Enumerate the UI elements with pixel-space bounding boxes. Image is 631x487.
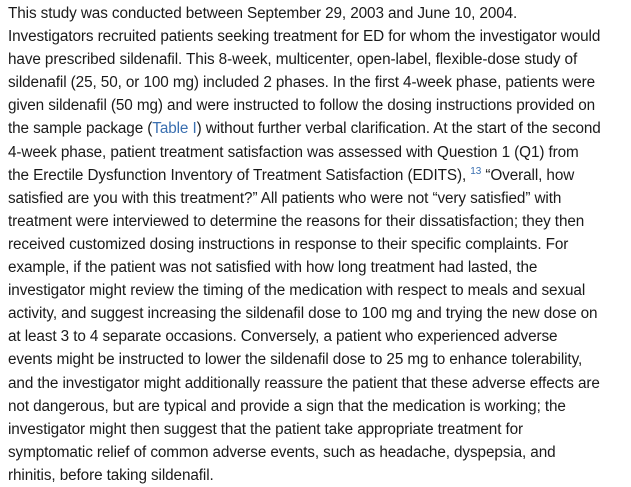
text-segment: the sample package ( bbox=[8, 120, 153, 138]
text-line: treatment were interviewed to determine the reasons for their dissatisfaction; they then bbox=[8, 212, 585, 230]
text-line: have prescribed sildenafil. This 8-week, multicenter, open-label, flexible-dose study of bbox=[8, 51, 578, 69]
text-line bbox=[8, 117, 628, 140]
text-line: symptomatic relief of common adverse events, such as headache, dyspepsia, and bbox=[8, 443, 556, 461]
text-line: given sildenafil (50 mg) and were instructed to follow the dosing instructions provided on bbox=[8, 97, 596, 115]
text-line: satisfied are you with this treatment?” All patients who were not “very satisfied” with bbox=[8, 189, 562, 207]
text-line: sildenafil (25, 50, or 100 mg) included 2 phases. In the first 4-week phase, patients were bbox=[8, 74, 596, 92]
text-segment: the Erectile Dysfunction Inventory of Treatment Satisfaction (EDITS), bbox=[8, 166, 471, 184]
text-segment: “Overall, how bbox=[481, 166, 575, 184]
text-line: and the investigator might additionally reassure the patient that these adverse effects are bbox=[8, 374, 600, 392]
reference-13-link[interactable]: 13 bbox=[470, 165, 482, 177]
text-line: investigator might then suggest that the patient take appropriate treatment for bbox=[8, 420, 524, 438]
table-1-link[interactable]: Table I bbox=[152, 120, 197, 138]
text-line: This study was conducted between September 29, 2003 and June 10, 2004. bbox=[8, 5, 518, 22]
text-line: rhinitis, before taking sildenafil. bbox=[8, 466, 214, 484]
text-line: events might be instructed to lower the sildenafil dose to 25 mg to enhance tolerability, bbox=[8, 351, 583, 369]
article-paragraph bbox=[8, 2, 628, 487]
text-line: investigator might review the timing of the medication with respect to meals and sexual bbox=[8, 282, 586, 300]
text-segment: ) without further verbal clarification. At the start of the second bbox=[196, 120, 601, 138]
text-line: at least 3 to 4 separate occasions. Conversely, a patient who experienced adverse bbox=[8, 328, 558, 346]
text-line: example, if the patient was not satisfied with how long treatment had lasted, the bbox=[8, 259, 538, 277]
text-line: activity, and suggest increasing the sildenafil dose to 100 mg and trying the new dose on bbox=[8, 305, 598, 323]
text-line: received customized dosing instructions in response to their specific complaints. For bbox=[8, 235, 569, 253]
text-line: 4-week phase, patient treatment satisfaction was assessed with Question 1 (Q1) from bbox=[8, 143, 579, 161]
text-line: not dangerous, but are typical and provide a sign that the medication is working; the bbox=[8, 397, 566, 415]
text-line: Investigators recruited patients seeking treatment for ED for whom the investigator would bbox=[8, 28, 601, 46]
text-line bbox=[8, 164, 628, 187]
